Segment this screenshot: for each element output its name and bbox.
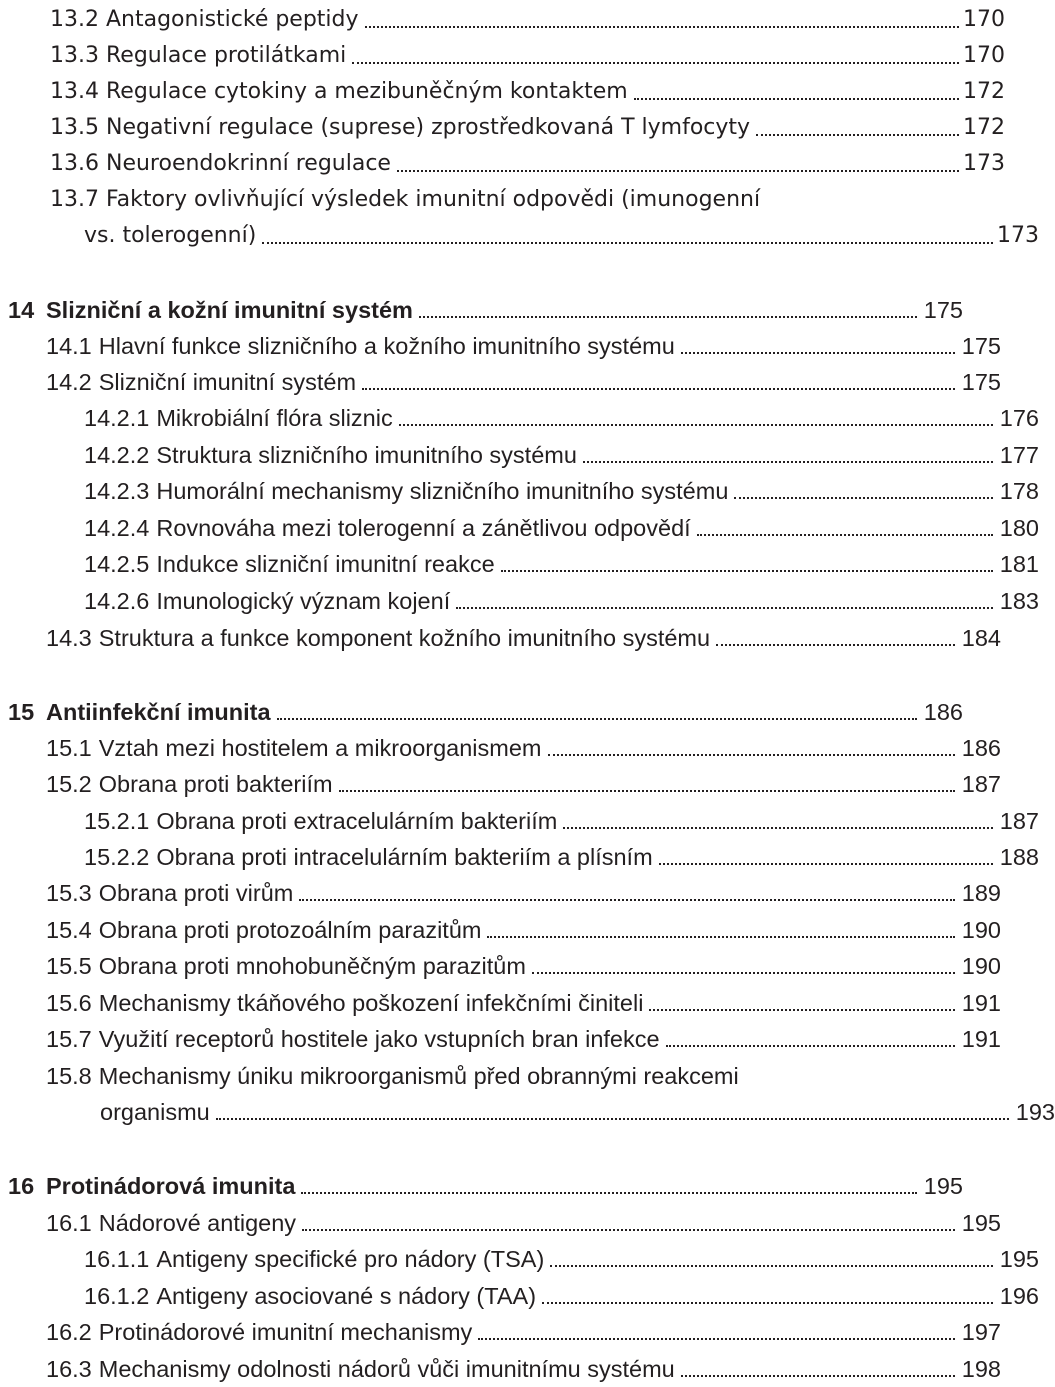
toc-entry-number: 13.5 bbox=[50, 115, 99, 140]
toc-entry-page-number: 195 bbox=[961, 1210, 1001, 1236]
dot-leader bbox=[352, 60, 959, 64]
toc-entry[interactable] bbox=[0, 1056, 1001, 1090]
toc-entry-page-number: 190 bbox=[961, 917, 1001, 943]
dot-leader bbox=[716, 642, 955, 646]
dot-leader bbox=[339, 788, 955, 792]
toc-entry-page-number: 176 bbox=[999, 405, 1039, 431]
dot-leader bbox=[299, 897, 955, 901]
toc-entry[interactable] bbox=[0, 435, 1039, 469]
toc-entry[interactable] bbox=[0, 544, 1039, 578]
toc-entry-number: 15.8 bbox=[46, 1063, 92, 1089]
toc-entry-number: 14 bbox=[8, 297, 35, 323]
toc-entry[interactable] bbox=[0, 1239, 1039, 1273]
toc-entry-number: 16.1.2 bbox=[84, 1283, 150, 1309]
toc-entry-title: Protinádorová imunita bbox=[46, 1173, 296, 1199]
toc-entry-title: Vztah mezi hostitelem a mikroorganismem bbox=[98, 735, 542, 761]
dot-leader bbox=[365, 24, 959, 28]
toc-entry-page-number: 186 bbox=[923, 699, 963, 725]
toc-entry-number: 14.2.2 bbox=[84, 442, 150, 468]
toc-entry-title: Obrana proti virům bbox=[98, 880, 294, 906]
toc-entry-title: Obrana proti extracelulárním bakteriím bbox=[156, 808, 558, 834]
toc-entry-page-number: 197 bbox=[961, 1319, 1001, 1345]
toc-entry-number: 14.2.3 bbox=[84, 478, 150, 504]
toc-entry[interactable] bbox=[0, 471, 1039, 505]
toc-entry-page-number: 181 bbox=[999, 551, 1039, 577]
toc-entry[interactable] bbox=[0, 946, 1001, 980]
toc-entry-title: Slizniční imunitní systém bbox=[98, 369, 357, 395]
dot-leader bbox=[362, 386, 955, 390]
toc-entry-title: Slizniční a kožní imunitní systém bbox=[46, 297, 413, 323]
toc-entry-title: organismu bbox=[100, 1099, 210, 1125]
dot-leader bbox=[216, 1116, 1009, 1120]
toc-entry-page-number: 187 bbox=[999, 808, 1039, 834]
toc-entry-number: 15.6 bbox=[46, 990, 92, 1016]
toc-entry-number: 13.7 bbox=[50, 187, 99, 212]
toc-entry-title: Obrana proti mnohobuněčným parazitům bbox=[98, 953, 526, 979]
toc-entry[interactable] bbox=[0, 801, 1039, 835]
toc-entry-page-number: 188 bbox=[999, 844, 1039, 870]
toc-entry-number: 15.2 bbox=[46, 771, 92, 797]
toc-entry-page-number: 177 bbox=[999, 442, 1039, 468]
toc-entry-page-number: 196 bbox=[999, 1283, 1039, 1309]
toc-entry[interactable] bbox=[0, 581, 1039, 615]
toc-entry-number: 15.4 bbox=[46, 917, 92, 943]
toc-entry[interactable] bbox=[0, 837, 1039, 871]
toc-entry-title: Mikrobiální flóra sliznic bbox=[156, 405, 393, 431]
toc-entry-number: 16.2 bbox=[46, 1319, 92, 1345]
dot-leader bbox=[697, 532, 993, 536]
toc-entry-title: Nádorové antigeny bbox=[98, 1210, 297, 1236]
toc-entry-title: Indukce slizniční imunitní reakce bbox=[156, 551, 495, 577]
toc-entry-title: Obrana proti protozoálním parazitům bbox=[98, 917, 482, 943]
dot-leader bbox=[456, 605, 993, 609]
toc-entry[interactable] bbox=[0, 1203, 1001, 1237]
toc-entry[interactable] bbox=[0, 180, 1005, 214]
toc-entry-page-number: 170 bbox=[963, 7, 1005, 32]
toc-entry-title: Obrana proti intracelulárním bakteriím a plísním bbox=[156, 844, 653, 870]
toc-entry-number: 14.2.1 bbox=[84, 405, 150, 431]
toc-entry-number: 14.3 bbox=[46, 625, 92, 651]
toc-entry-title: Rovnováha mezi tolerogenní a zánětlivou odpovědí bbox=[156, 515, 691, 541]
toc-entry-page-number: 195 bbox=[999, 1246, 1039, 1272]
toc-entry-number: 14.2 bbox=[46, 369, 92, 395]
toc-entry-page-number: 178 bbox=[999, 478, 1039, 504]
toc-entry-page-number: 190 bbox=[961, 953, 1001, 979]
toc-entry-number: 16.1 bbox=[46, 1210, 92, 1236]
dot-leader bbox=[487, 934, 955, 938]
toc-entry[interactable] bbox=[0, 1092, 1055, 1126]
toc-entry-title: Mechanismy úniku mikroorganismů před obrannými reakcemi bbox=[98, 1063, 739, 1089]
toc-entry[interactable] bbox=[0, 36, 1005, 70]
toc-entry[interactable] bbox=[0, 1349, 1001, 1383]
toc-entry-title: vs. tolerogenní) bbox=[84, 223, 257, 248]
toc-entry-title: Mechanismy tkáňového poškození infekčními činiteli bbox=[98, 990, 644, 1016]
toc-entry[interactable] bbox=[0, 1312, 1001, 1346]
dot-leader bbox=[262, 240, 993, 244]
toc-entry-number: 13.6 bbox=[50, 151, 99, 176]
toc-entry-page-number: 193 bbox=[1015, 1099, 1055, 1125]
toc-entry[interactable] bbox=[0, 764, 1001, 798]
toc-entry[interactable] bbox=[0, 728, 1001, 762]
toc-entry[interactable] bbox=[0, 873, 1001, 907]
toc-entry[interactable] bbox=[0, 1019, 1001, 1053]
toc-entry-title: Využití receptorů hostitele jako vstupních bran infekce bbox=[98, 1026, 660, 1052]
dot-leader bbox=[542, 1300, 993, 1304]
toc-entry-page-number: 198 bbox=[961, 1356, 1001, 1382]
toc-entry[interactable] bbox=[0, 326, 1001, 360]
toc-entry-page-number: 172 bbox=[963, 79, 1005, 104]
toc-entry-title: Antigeny asociované s nádory (TAA) bbox=[156, 1283, 537, 1309]
dot-leader bbox=[478, 1336, 955, 1340]
toc-entry-number: 14.2.5 bbox=[84, 551, 150, 577]
toc-entry[interactable] bbox=[0, 72, 1005, 106]
toc-entry-number: 15.5 bbox=[46, 953, 92, 979]
dot-leader bbox=[634, 96, 959, 100]
toc-entry-number: 16.3 bbox=[46, 1356, 92, 1382]
toc-entry-number: 15.2.2 bbox=[84, 844, 150, 870]
toc-chapter[interactable] bbox=[0, 290, 963, 324]
toc-entry[interactable] bbox=[0, 108, 1005, 142]
dot-leader bbox=[649, 1007, 955, 1011]
toc-entry-page-number: 195 bbox=[923, 1173, 963, 1199]
toc-entry-number: 15.3 bbox=[46, 880, 92, 906]
toc-entry-title: Neuroendokrinní regulace bbox=[105, 151, 391, 176]
toc-entry-number: 13.4 bbox=[50, 79, 99, 104]
toc-entry-title: Antiinfekční imunita bbox=[46, 699, 271, 725]
toc-entry-page-number: 175 bbox=[923, 297, 963, 323]
toc-entry-title: Protinádorové imunitní mechanismy bbox=[98, 1319, 473, 1345]
toc-entry-title: Antagonistické peptidy bbox=[105, 7, 359, 32]
dot-leader bbox=[532, 970, 955, 974]
toc-entry-title: Mechanismy odolnosti nádorů vůči imunitnímu systému bbox=[98, 1356, 675, 1382]
toc-entry-number: 14.2.4 bbox=[84, 515, 150, 541]
toc-chapter[interactable] bbox=[0, 1166, 963, 1200]
dot-leader bbox=[583, 459, 993, 463]
dot-leader bbox=[666, 1043, 955, 1047]
toc-entry-title: Struktura a funkce komponent kožního imunitního systému bbox=[98, 625, 711, 651]
toc-entry-title: Hlavní funkce slizničního a kožního imunitního systému bbox=[98, 333, 675, 359]
toc-entry-title: Regulace protilátkami bbox=[105, 43, 347, 68]
toc-chapter[interactable] bbox=[0, 692, 963, 726]
toc-entry-number: 15.1 bbox=[46, 735, 92, 761]
dot-leader bbox=[399, 422, 993, 426]
toc-entry[interactable] bbox=[0, 508, 1039, 542]
dot-leader bbox=[734, 495, 993, 499]
toc-entry[interactable] bbox=[0, 362, 1001, 396]
dot-leader bbox=[548, 752, 956, 756]
toc-entry-page-number: 170 bbox=[963, 43, 1005, 68]
dot-leader bbox=[277, 716, 917, 720]
toc-entry-title: Struktura slizničního imunitního systému bbox=[156, 442, 577, 468]
toc-entry-page-number: 191 bbox=[961, 990, 1001, 1016]
toc-entry-number: 15 bbox=[8, 699, 35, 725]
toc-entry-number: 16 bbox=[8, 1173, 35, 1199]
toc-entry-page-number: 173 bbox=[963, 151, 1005, 176]
toc-entry-page-number: 175 bbox=[961, 333, 1001, 359]
dot-leader bbox=[301, 1190, 917, 1194]
toc-entry-page-number: 175 bbox=[961, 369, 1001, 395]
toc-entry[interactable] bbox=[0, 216, 1039, 250]
toc-entry-page-number: 183 bbox=[999, 588, 1039, 614]
toc-entry-title: Obrana proti bakteriím bbox=[98, 771, 333, 797]
toc-entry-number: 16.1.1 bbox=[84, 1246, 150, 1272]
dot-leader bbox=[659, 861, 993, 865]
dot-leader bbox=[501, 568, 993, 572]
toc-entry-title: Regulace cytokiny a mezibuněčným kontaktem bbox=[105, 79, 628, 104]
toc-entry-number: 13.2 bbox=[50, 7, 99, 32]
toc-entry-page-number: 189 bbox=[961, 880, 1001, 906]
toc-entry-number: 14.2.6 bbox=[84, 588, 150, 614]
toc-entry-number: 14.1 bbox=[46, 333, 92, 359]
toc-entry[interactable] bbox=[0, 398, 1039, 432]
toc-entry-page-number: 191 bbox=[961, 1026, 1001, 1052]
toc-entry[interactable] bbox=[0, 1276, 1039, 1310]
toc-entry-title: Antigeny specifické pro nádory (TSA) bbox=[156, 1246, 545, 1272]
toc-entry-page-number: 180 bbox=[999, 515, 1039, 541]
toc-entry[interactable] bbox=[0, 0, 1005, 34]
toc-entry-title: Faktory ovlivňující výsledek imunitní odpovědi (imunogenní bbox=[105, 187, 761, 212]
dot-leader bbox=[756, 132, 959, 136]
toc-entry[interactable] bbox=[0, 618, 1001, 652]
dot-leader bbox=[419, 314, 917, 318]
dot-leader bbox=[397, 168, 959, 172]
toc-entry-title: Humorální mechanismy slizničního imunitního systému bbox=[156, 478, 729, 504]
toc-entry-page-number: 186 bbox=[961, 735, 1001, 761]
dot-leader bbox=[681, 350, 955, 354]
toc-entry-number: 15.7 bbox=[46, 1026, 92, 1052]
dot-leader bbox=[563, 825, 993, 829]
toc-entry-title: Negativní regulace (suprese) zprostředkovaná T lymfocyty bbox=[105, 115, 751, 140]
toc-entry-page-number: 172 bbox=[963, 115, 1005, 140]
toc-entry-page-number: 184 bbox=[961, 625, 1001, 651]
dot-leader bbox=[302, 1227, 955, 1231]
toc-entry-page-number: 187 bbox=[961, 771, 1001, 797]
dot-leader bbox=[550, 1263, 993, 1267]
toc-entry-number: 15.2.1 bbox=[84, 808, 150, 834]
toc-entry-title: Imunologický význam kojení bbox=[156, 588, 451, 614]
toc-entry[interactable] bbox=[0, 910, 1001, 944]
toc-entry[interactable] bbox=[0, 983, 1001, 1017]
dot-leader bbox=[681, 1373, 955, 1377]
toc-entry[interactable] bbox=[0, 144, 1005, 178]
toc-entry-page-number: 173 bbox=[997, 223, 1039, 248]
toc-entry-number: 13.3 bbox=[50, 43, 99, 68]
